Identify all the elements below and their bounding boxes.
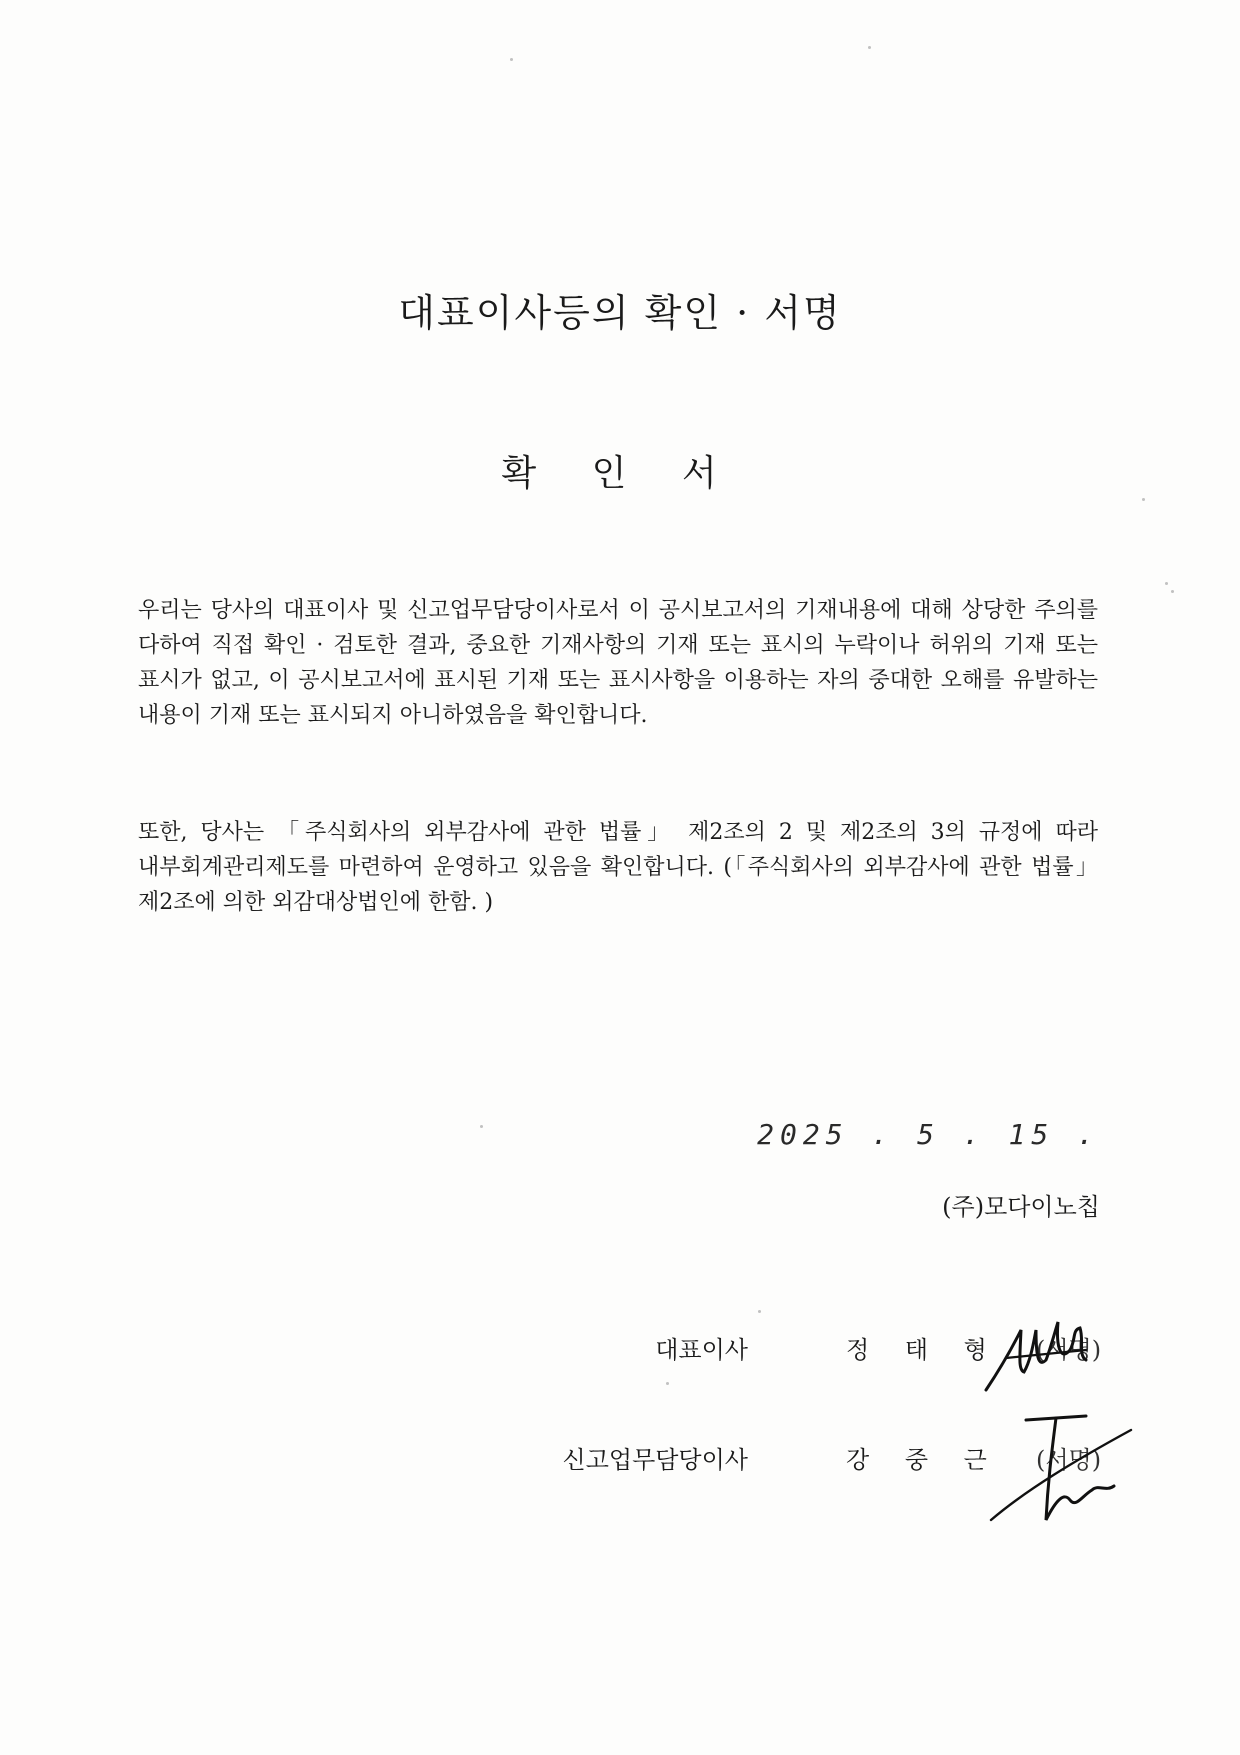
signatory-name: 정 태 형 xyxy=(846,1336,1001,1364)
signatory-title: 신고업무담당이사 xyxy=(562,1446,748,1474)
document-title: 대표이사등의 확인 · 서명 xyxy=(398,291,842,335)
signatory-name: 강 중 근 xyxy=(846,1446,1001,1474)
internal-control-paragraph: 또한, 당사는 「주식회사의 외부감사에 관한 법률」 제2조의 2 및 제2조의 3의 규정에 따라 내부회계관리제도를 마련하여 운영하고 있음을 확인합니다. (「주식회사의 외부감사에 관한 법률」 제2조에 의한 외감대상법인에 한함. ) xyxy=(138,820,1098,915)
handwritten-signature-reporting-officer xyxy=(986,1400,1136,1540)
handwritten-signature-ceo xyxy=(976,1300,1106,1410)
signature-label: (서명) xyxy=(1036,1336,1102,1364)
signature-label: (서명) xyxy=(1036,1446,1102,1474)
company-name: (주)모다이노칩 xyxy=(942,1193,1100,1221)
confirmation-paragraph: 우리는 당사의 대표이사 및 신고업무담당이사로서 이 공시보고서의 기재내용에 대해 상당한 주의를 다하여 직접 확인 · 검토한 결과, 중요한 기재사항의 기재 또는 표시의 누락이나 허위의 기재 또는 표시가 없고, 이 공시보고서에 표시된 기재 또는 표시사항을 이용하는 자의 중대한 오해를 유발하는 내용이 기재 또는 표시되지 아니하였음을 확인합니다. xyxy=(138,598,1098,728)
signing-date: 2025 . 5 . 15 . xyxy=(757,1118,1100,1151)
signatory-title: 대표이사 xyxy=(655,1336,748,1364)
document-subtitle: 확 인 서 xyxy=(501,453,739,494)
